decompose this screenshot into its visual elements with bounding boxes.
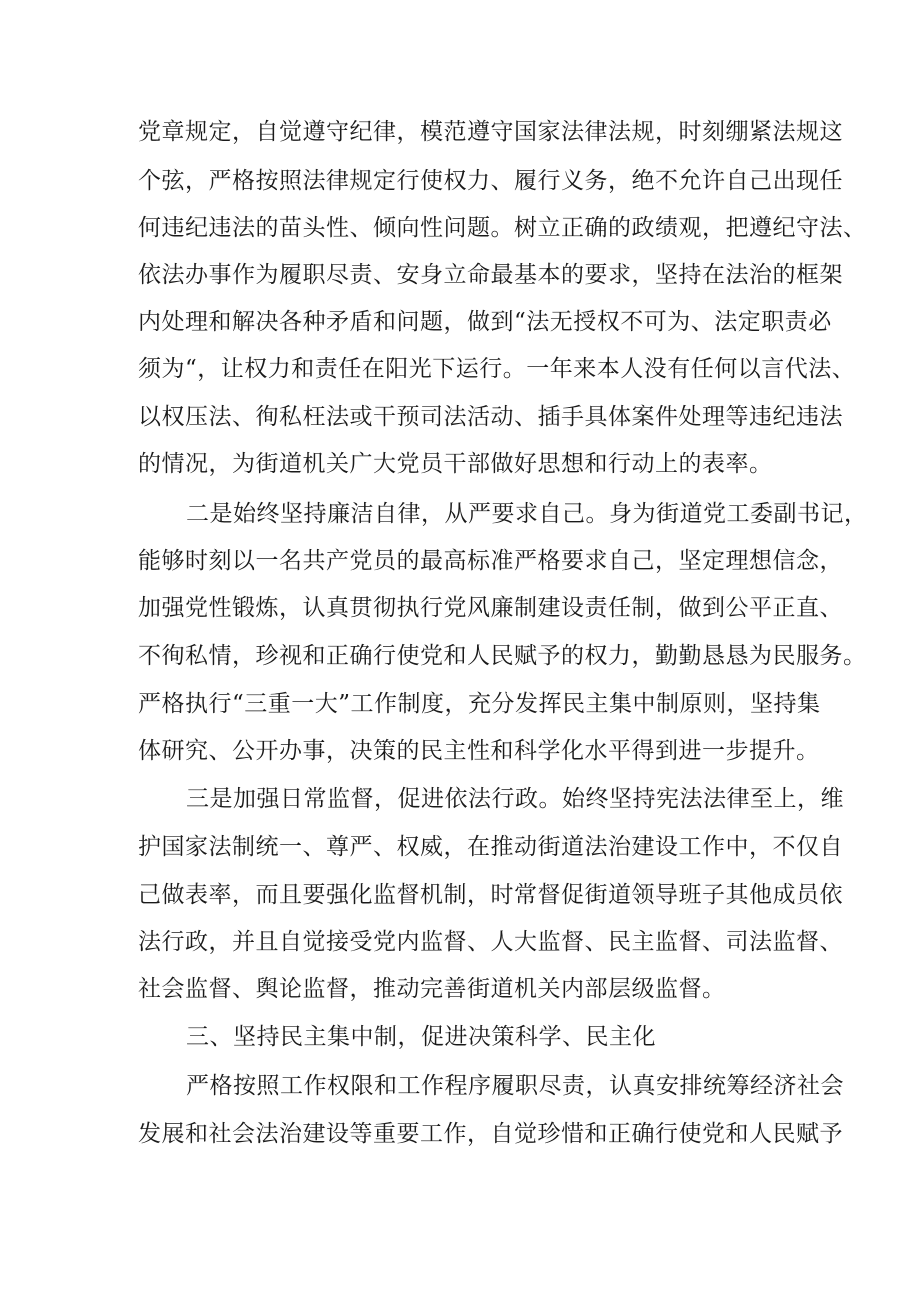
paragraph-end-line: 的情况，为街道机关广大党员干部做好思想和行动上的表率。 xyxy=(138,451,773,477)
text-line: 党章规定，自觉遵守纪律，模范遵守国家法律法规，时刻绷紧法规这 xyxy=(138,119,843,145)
text-line: 法行政，并且自觉接受党内监督、人大监督、民主监督、司法监督、 xyxy=(138,929,843,955)
paragraph-start-line: 严格按照工作权限和工作程序履职尽责，认真安排统筹经济社会 xyxy=(186,1073,844,1099)
text-line: 发展和社会法治建设等重要工作，自觉珍惜和正确行使党和人民赋予 xyxy=(138,1121,843,1147)
text-line: 依法办事作为履职尽责、安身立命最基本的要求，坚持在法治的框架 xyxy=(138,262,843,288)
text-line: 须为“，让权力和责任在阳光下运行。一年来本人没有任何以言代法、 xyxy=(138,356,856,382)
text-line: 何违纪违法的苗头性、倾向性问题。树立正确的政绩观，把遵纪守法、 xyxy=(138,215,867,241)
text-line: 内处理和解决各种矛盾和问题，做到“法无授权不可为、法定职责必 xyxy=(138,309,832,335)
text-line: 严格执行“三重一大”工作制度，充分发挥民主集中制原则，坚持集 xyxy=(138,691,821,717)
text-line: 能够时刻以一名共产党员的最高标准严格要求自己，坚定理想信念， xyxy=(138,548,843,574)
text-line: 以权压法、徇私枉法或干预司法活动、插手具体案件处理等违纪违法 xyxy=(138,404,843,430)
text-line: 己做表率，而且要强化监督机制，时常督促街道领导班子其他成员依 xyxy=(138,882,843,908)
text-line: 不徇私情，珍视和正确行使党和人民赋予的权力，勤勤恳恳为民服务。 xyxy=(138,643,867,669)
paragraph-end-line: 社会监督、舆论监督，推动完善街道机关内部层级监督。 xyxy=(138,976,726,1002)
section-heading: 三、坚持民主集中制，促进决策科学、民主化 xyxy=(186,1024,656,1050)
text-line: 个弦，严格按照法律规定行使权力、履行义务，绝不允许自己出现任 xyxy=(138,168,843,194)
paragraph-start-line: 二是始终坚持廉洁自律，从严要求自己。身为街道党工委副书记， xyxy=(186,501,868,527)
text-line: 加强党性锻炼，认真贯彻执行党风廉制建设责任制，做到公平正直、 xyxy=(138,595,843,621)
paragraph-start-line: 三是加强日常监督，促进依法行政。始终坚持宪法法律至上，维 xyxy=(186,786,844,812)
paragraph-end-line: 体研究、公开办事，决策的民主性和科学化水平得到进一步提升。 xyxy=(138,738,820,764)
text-line: 护国家法制统一、尊严、权威，在推动街道法治建设工作中，不仅自 xyxy=(138,834,843,860)
